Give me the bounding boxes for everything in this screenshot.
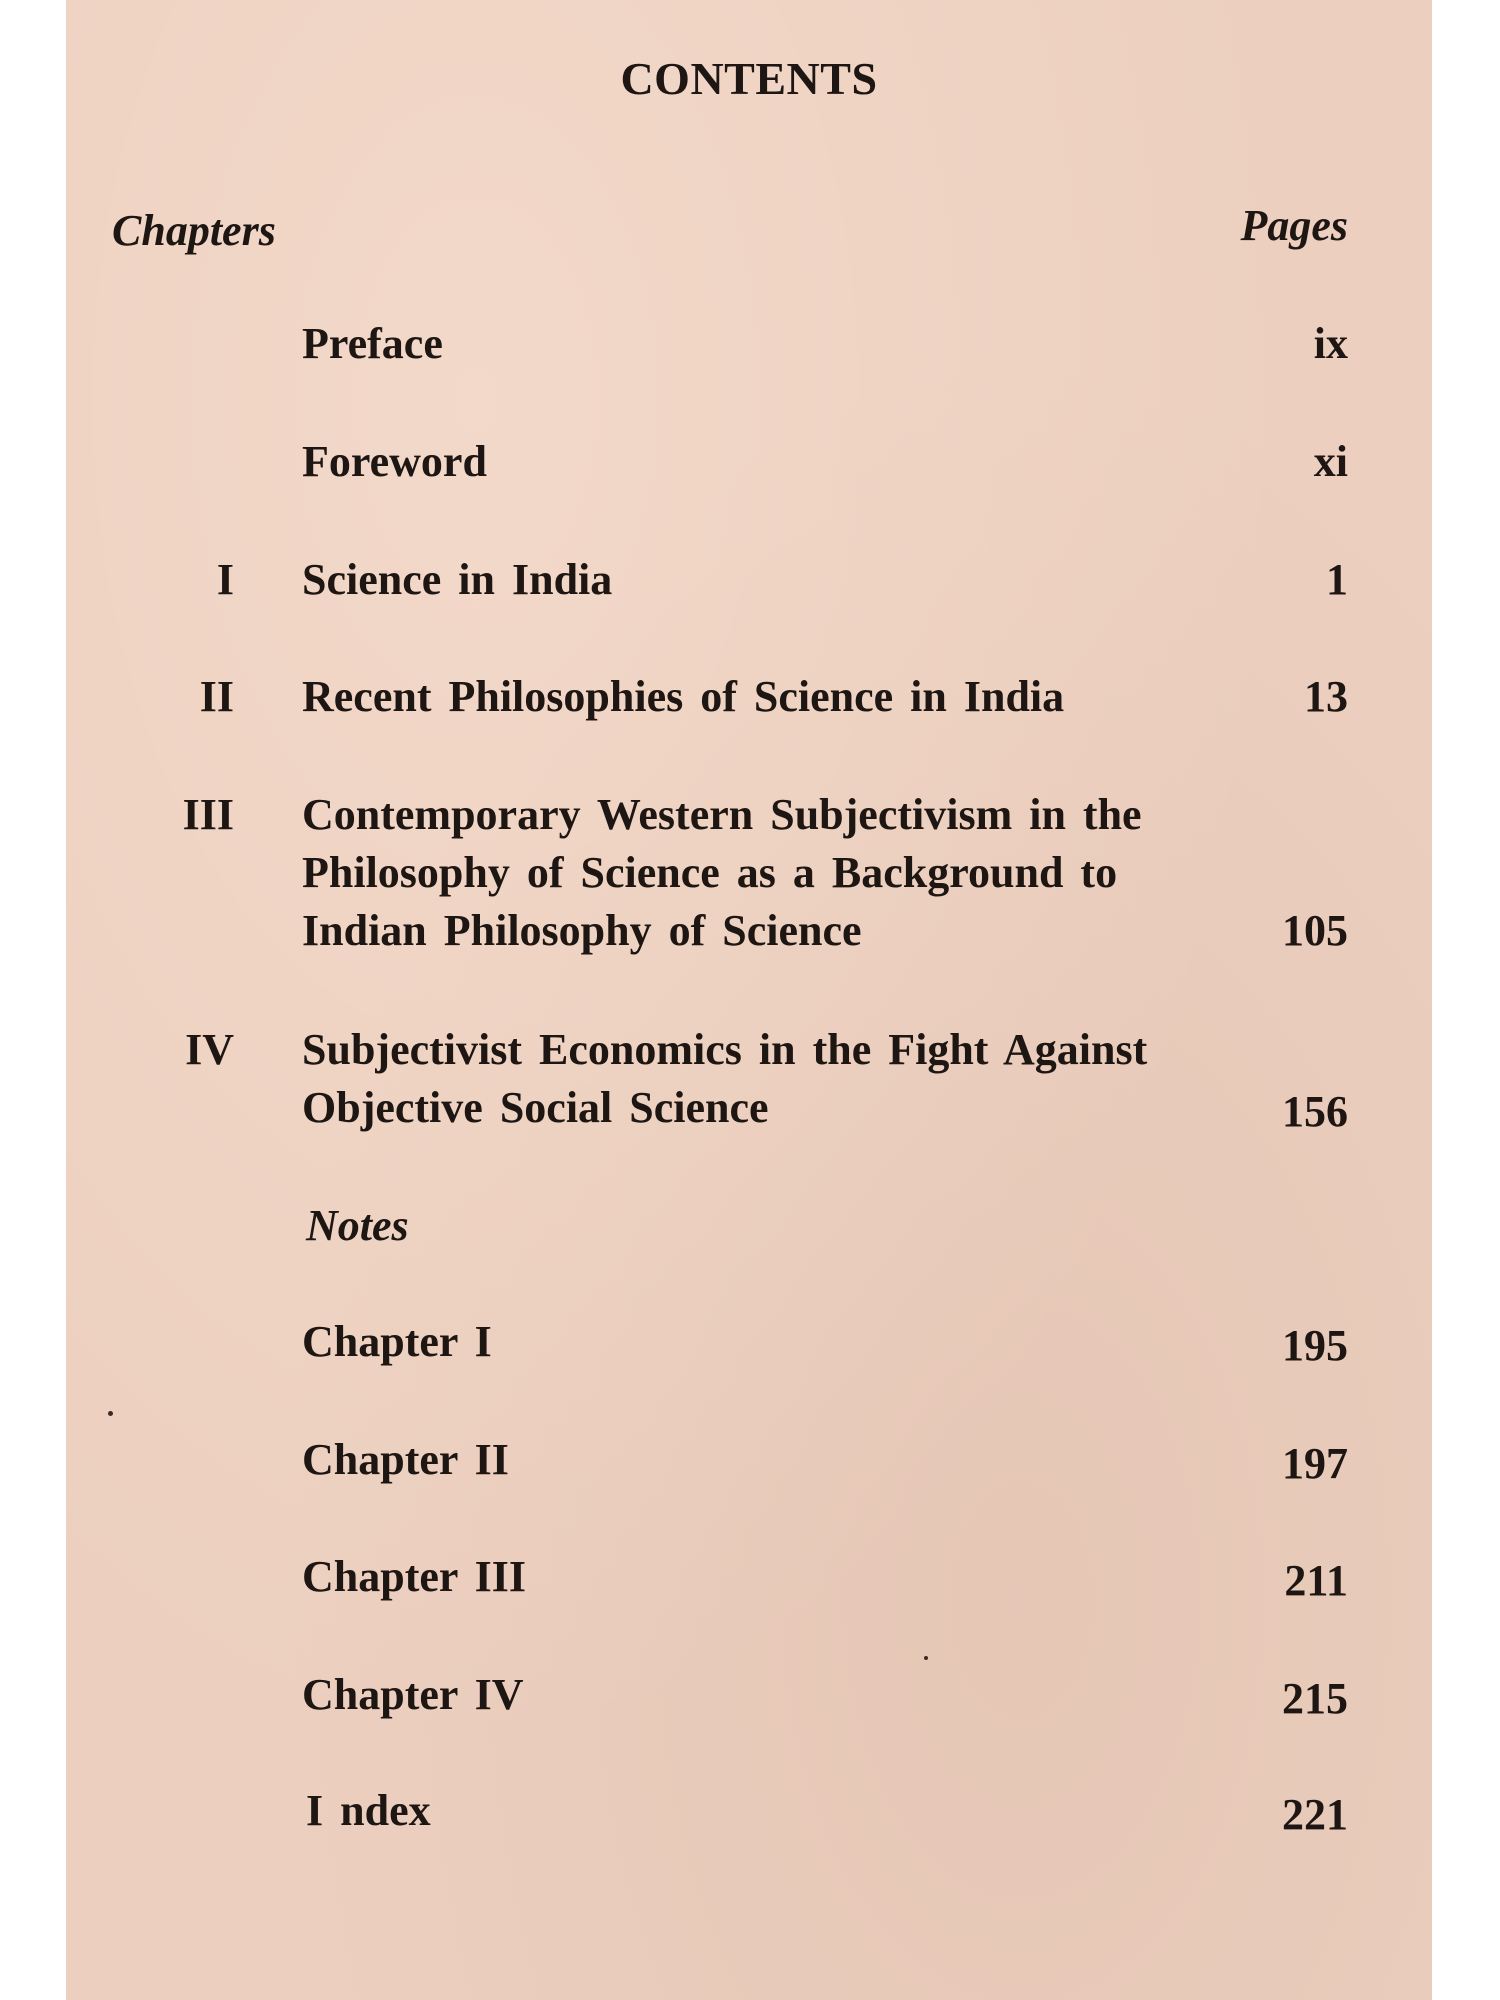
chapter-number: IV: [185, 1025, 234, 1074]
entry-title-line: Preface: [302, 319, 443, 368]
entry-page-number: 13: [1304, 672, 1348, 721]
entry-title-line: Recent Philosophies of Science in India: [302, 672, 1065, 721]
entry-title: Chapter II: [302, 1435, 509, 1484]
chapter-number: I: [216, 555, 234, 604]
entry-title-line: Indian Philosophy of Science: [302, 906, 862, 955]
entry-title: Chapter I: [302, 1317, 492, 1366]
entry-page-number: ix: [1313, 319, 1348, 368]
notes-heading: Notes: [306, 1201, 409, 1250]
entry-title-line: Objective Social Science: [302, 1083, 769, 1132]
entry-page-number: 215: [1282, 1674, 1348, 1723]
entry-title: [302, 1021, 1182, 1137]
paper-speck: [924, 1656, 928, 1660]
entry-page-number: 197: [1282, 1439, 1348, 1488]
entry-title-line: Contemporary Western Subjectivism in the: [302, 790, 1142, 839]
entry-title: [302, 786, 1182, 960]
chapter-number: III: [182, 790, 234, 839]
entry-page-number: 221: [1282, 1790, 1348, 1839]
entry-title: I ndex: [306, 1786, 431, 1835]
entry-title: [302, 433, 1182, 491]
entry-title: [302, 668, 1182, 726]
entry-title-line: Subjectivist Economics in the Fight Against: [302, 1025, 1148, 1074]
pages-column-header: Pages: [1240, 201, 1348, 250]
entry-page-number: 156: [1282, 1087, 1348, 1136]
entry-page-number: 1: [1326, 555, 1348, 604]
entry-page-number: 195: [1282, 1321, 1348, 1370]
entry-page-number: xi: [1313, 437, 1348, 486]
paper-speck: [108, 1411, 113, 1416]
entry-title: [302, 315, 1182, 373]
entry-title-line: Science in India: [302, 555, 613, 604]
entry-title-line: Philosophy of Science as a Background to: [302, 848, 1118, 897]
entry-title-line: Foreword: [302, 437, 487, 486]
entry-title: Chapter IV: [302, 1670, 524, 1719]
entry-title: Chapter III: [302, 1552, 527, 1601]
contents-title: CONTENTS: [620, 53, 878, 104]
book-page: [66, 0, 1432, 2000]
chapters-column-header: Chapters: [112, 206, 276, 255]
entry-page-number: 211: [1284, 1556, 1348, 1605]
entry-page-number: 105: [1282, 906, 1348, 955]
chapter-number: II: [199, 672, 234, 721]
entry-title: [302, 551, 1182, 609]
